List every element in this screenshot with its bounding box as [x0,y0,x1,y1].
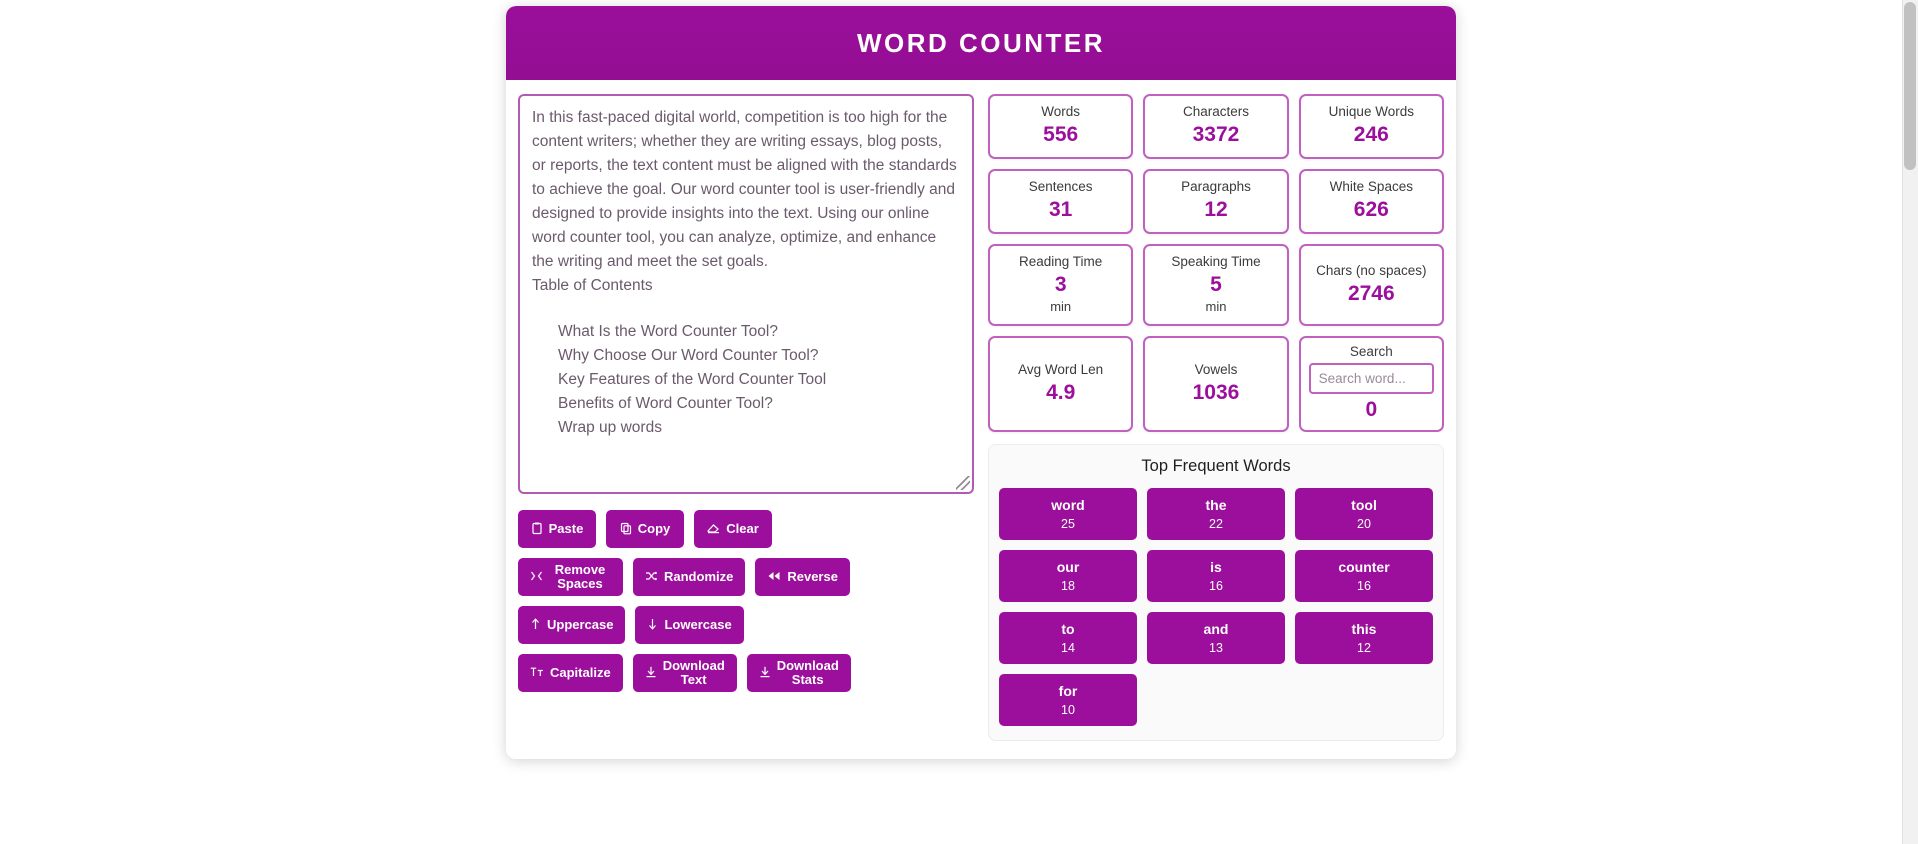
arrow-up-icon [530,618,541,632]
stat-label: Characters [1182,104,1249,119]
stat-card-white-spaces [1299,169,1444,234]
frequent-word: this [1351,621,1377,637]
stats-grid [988,94,1444,432]
remove-spaces-icon [530,570,543,584]
frequent-word-count: 14 [1061,641,1075,655]
toc-list [532,320,960,440]
frequent-word-count: 20 [1357,517,1371,531]
stat-value: 3 [1054,273,1067,296]
frequent-word-chip[interactable] [1147,612,1285,664]
stat-value: 246 [1353,123,1389,146]
download-stats-button[interactable] [747,654,851,692]
toc-item: Why Choose Our Word Counter Tool? [558,347,819,364]
top-frequent-words-panel [988,444,1444,741]
stat-card-avg-word-len [988,336,1133,432]
toc-item: Key Features of the Word Counter Tool [558,371,827,388]
paste-button-label: Paste [548,521,584,536]
stat-card-chars-no-spaces [1299,244,1444,326]
frequent-word-count: 16 [1209,579,1223,593]
search-result-count: 0 [1365,398,1378,421]
frequent-word: to [1061,621,1075,637]
stat-unit: min [1205,299,1227,314]
page-title: WORD COUNTER [856,27,1106,58]
rewind-icon [767,570,781,584]
frequent-word-chip[interactable] [1295,488,1433,540]
copy-icon [620,522,632,537]
lowercase-button[interactable] [635,606,743,644]
toc-title: Table of Contents [532,277,653,294]
frequent-word: word [1051,497,1085,513]
stat-label: Vowels [1194,361,1238,377]
frequent-word-count: 12 [1357,641,1371,655]
resize-handle[interactable] [956,476,970,490]
frequent-word-chip[interactable] [999,550,1137,602]
download-text-button-label: Download Text [662,658,725,687]
stat-card-sentences [988,169,1133,234]
stat-label: Speaking Time [1171,254,1261,269]
frequent-word-chip[interactable] [1147,550,1285,602]
download-text-button[interactable] [633,654,737,692]
stat-label: Words [1041,104,1081,119]
stat-value: 1036 [1192,380,1240,404]
stat-unit: min [1050,299,1072,314]
download-icon [645,666,657,680]
frequent-word-chip[interactable] [999,488,1137,540]
clear-button[interactable] [694,510,772,548]
top-frequent-words-grid [999,488,1433,726]
uppercase-button[interactable] [518,606,625,644]
frequent-word: tool [1351,497,1377,513]
frequent-word-count: 25 [1061,517,1075,531]
editor-paragraph: In this fast-paced digital world, competition is too high for the content writers; whether they are writing essays, blog posts, or reports, the text content must be aligned with the standards to achieve the goal. Our word counter tool is user-friendly and designed to provide insights into the text. Using our online word counter tool, you can analyze, optimize, and enhance the writing and meet the set goals. [532,109,962,270]
copy-button[interactable] [606,510,684,548]
stats-column [988,94,1444,741]
stat-label: Avg Word Len [1018,361,1104,377]
editor-column [518,94,974,741]
page-scrollbar-thumb[interactable] [1904,2,1916,170]
download-stats-button-label: Download Stats [776,658,839,687]
randomize-button[interactable] [633,558,745,596]
stat-label: White Spaces [1329,179,1413,194]
frequent-word-count: 13 [1209,641,1223,655]
stat-value: 556 [1043,123,1079,146]
stat-card-unique-words [1299,94,1444,159]
app-header [506,6,1456,80]
search-input[interactable] [1309,363,1434,394]
randomize-button-label: Randomize [664,569,734,584]
frequent-word: and [1203,621,1229,637]
page-scrollbar[interactable] [1902,0,1918,844]
stat-card-speaking-time [1143,244,1288,326]
paste-button[interactable] [518,510,596,548]
stat-label: Chars (no spaces) [1316,262,1427,278]
frequent-word-chip[interactable] [1295,612,1433,664]
top-frequent-words-title: Top Frequent Words [1141,457,1291,475]
stat-card-reading-time [988,244,1133,326]
stat-value: 4.9 [1046,380,1076,404]
stat-card-words [988,94,1133,159]
frequent-word: is [1210,559,1222,575]
frequent-word-count: 16 [1357,579,1371,593]
stat-value: 626 [1353,198,1389,221]
stat-value: 2746 [1347,281,1395,305]
uppercase-button-label: Uppercase [547,617,614,632]
stat-card-paragraphs [1143,169,1288,234]
stat-label: Paragraphs [1181,179,1251,194]
frequent-word-chip[interactable] [1295,550,1433,602]
stat-label: Sentences [1028,179,1093,194]
stat-label: Reading Time [1019,254,1103,269]
search-label: Search [1349,344,1393,359]
lowercase-button-label: Lowercase [664,617,732,632]
shuffle-icon [645,570,658,584]
stat-value: 31 [1048,198,1073,221]
toc-item: Wrap up words [558,419,662,436]
frequent-word: for [1058,683,1078,699]
stat-card-characters [1143,94,1288,159]
download-icon [759,666,771,680]
copy-button-label: Copy [637,521,671,536]
eraser-icon [707,522,720,536]
app-body [506,80,1456,759]
remove-spaces-button-label: Remove Spaces [554,562,606,591]
stat-label: Unique Words [1328,104,1414,119]
search-panel [1299,336,1444,432]
capitalize-button[interactable] [518,654,623,692]
clipboard-icon [531,522,543,537]
capitalize-button-label: Capitalize [550,665,611,680]
frequent-word: the [1205,497,1227,513]
action-buttons [518,510,858,692]
frequent-word-chip[interactable] [1147,488,1285,540]
frequent-word-count: 18 [1061,579,1075,593]
frequent-word: our [1056,559,1080,575]
frequent-word-chip[interactable] [999,674,1137,726]
remove-spaces-button[interactable] [518,558,623,596]
toc-item: What Is the Word Counter Tool? [558,323,778,340]
text-input-area[interactable] [518,94,974,494]
reverse-button-label: Reverse [787,569,838,584]
frequent-word-chip[interactable] [999,612,1137,664]
stat-value: 5 [1210,273,1222,296]
stat-value: 12 [1204,198,1228,221]
arrow-down-icon [647,618,658,632]
frequent-word-count: 10 [1061,703,1075,717]
stat-card-vowels [1143,336,1288,432]
stat-value: 3372 [1192,123,1240,146]
text-height-icon [530,666,544,680]
frequent-word: counter [1338,559,1390,575]
toc-item: Benefits of Word Counter Tool? [558,395,773,412]
reverse-button[interactable] [755,558,850,596]
frequent-word-count: 22 [1209,517,1223,531]
word-counter-app [506,6,1456,759]
clear-button-label: Clear [726,521,759,536]
